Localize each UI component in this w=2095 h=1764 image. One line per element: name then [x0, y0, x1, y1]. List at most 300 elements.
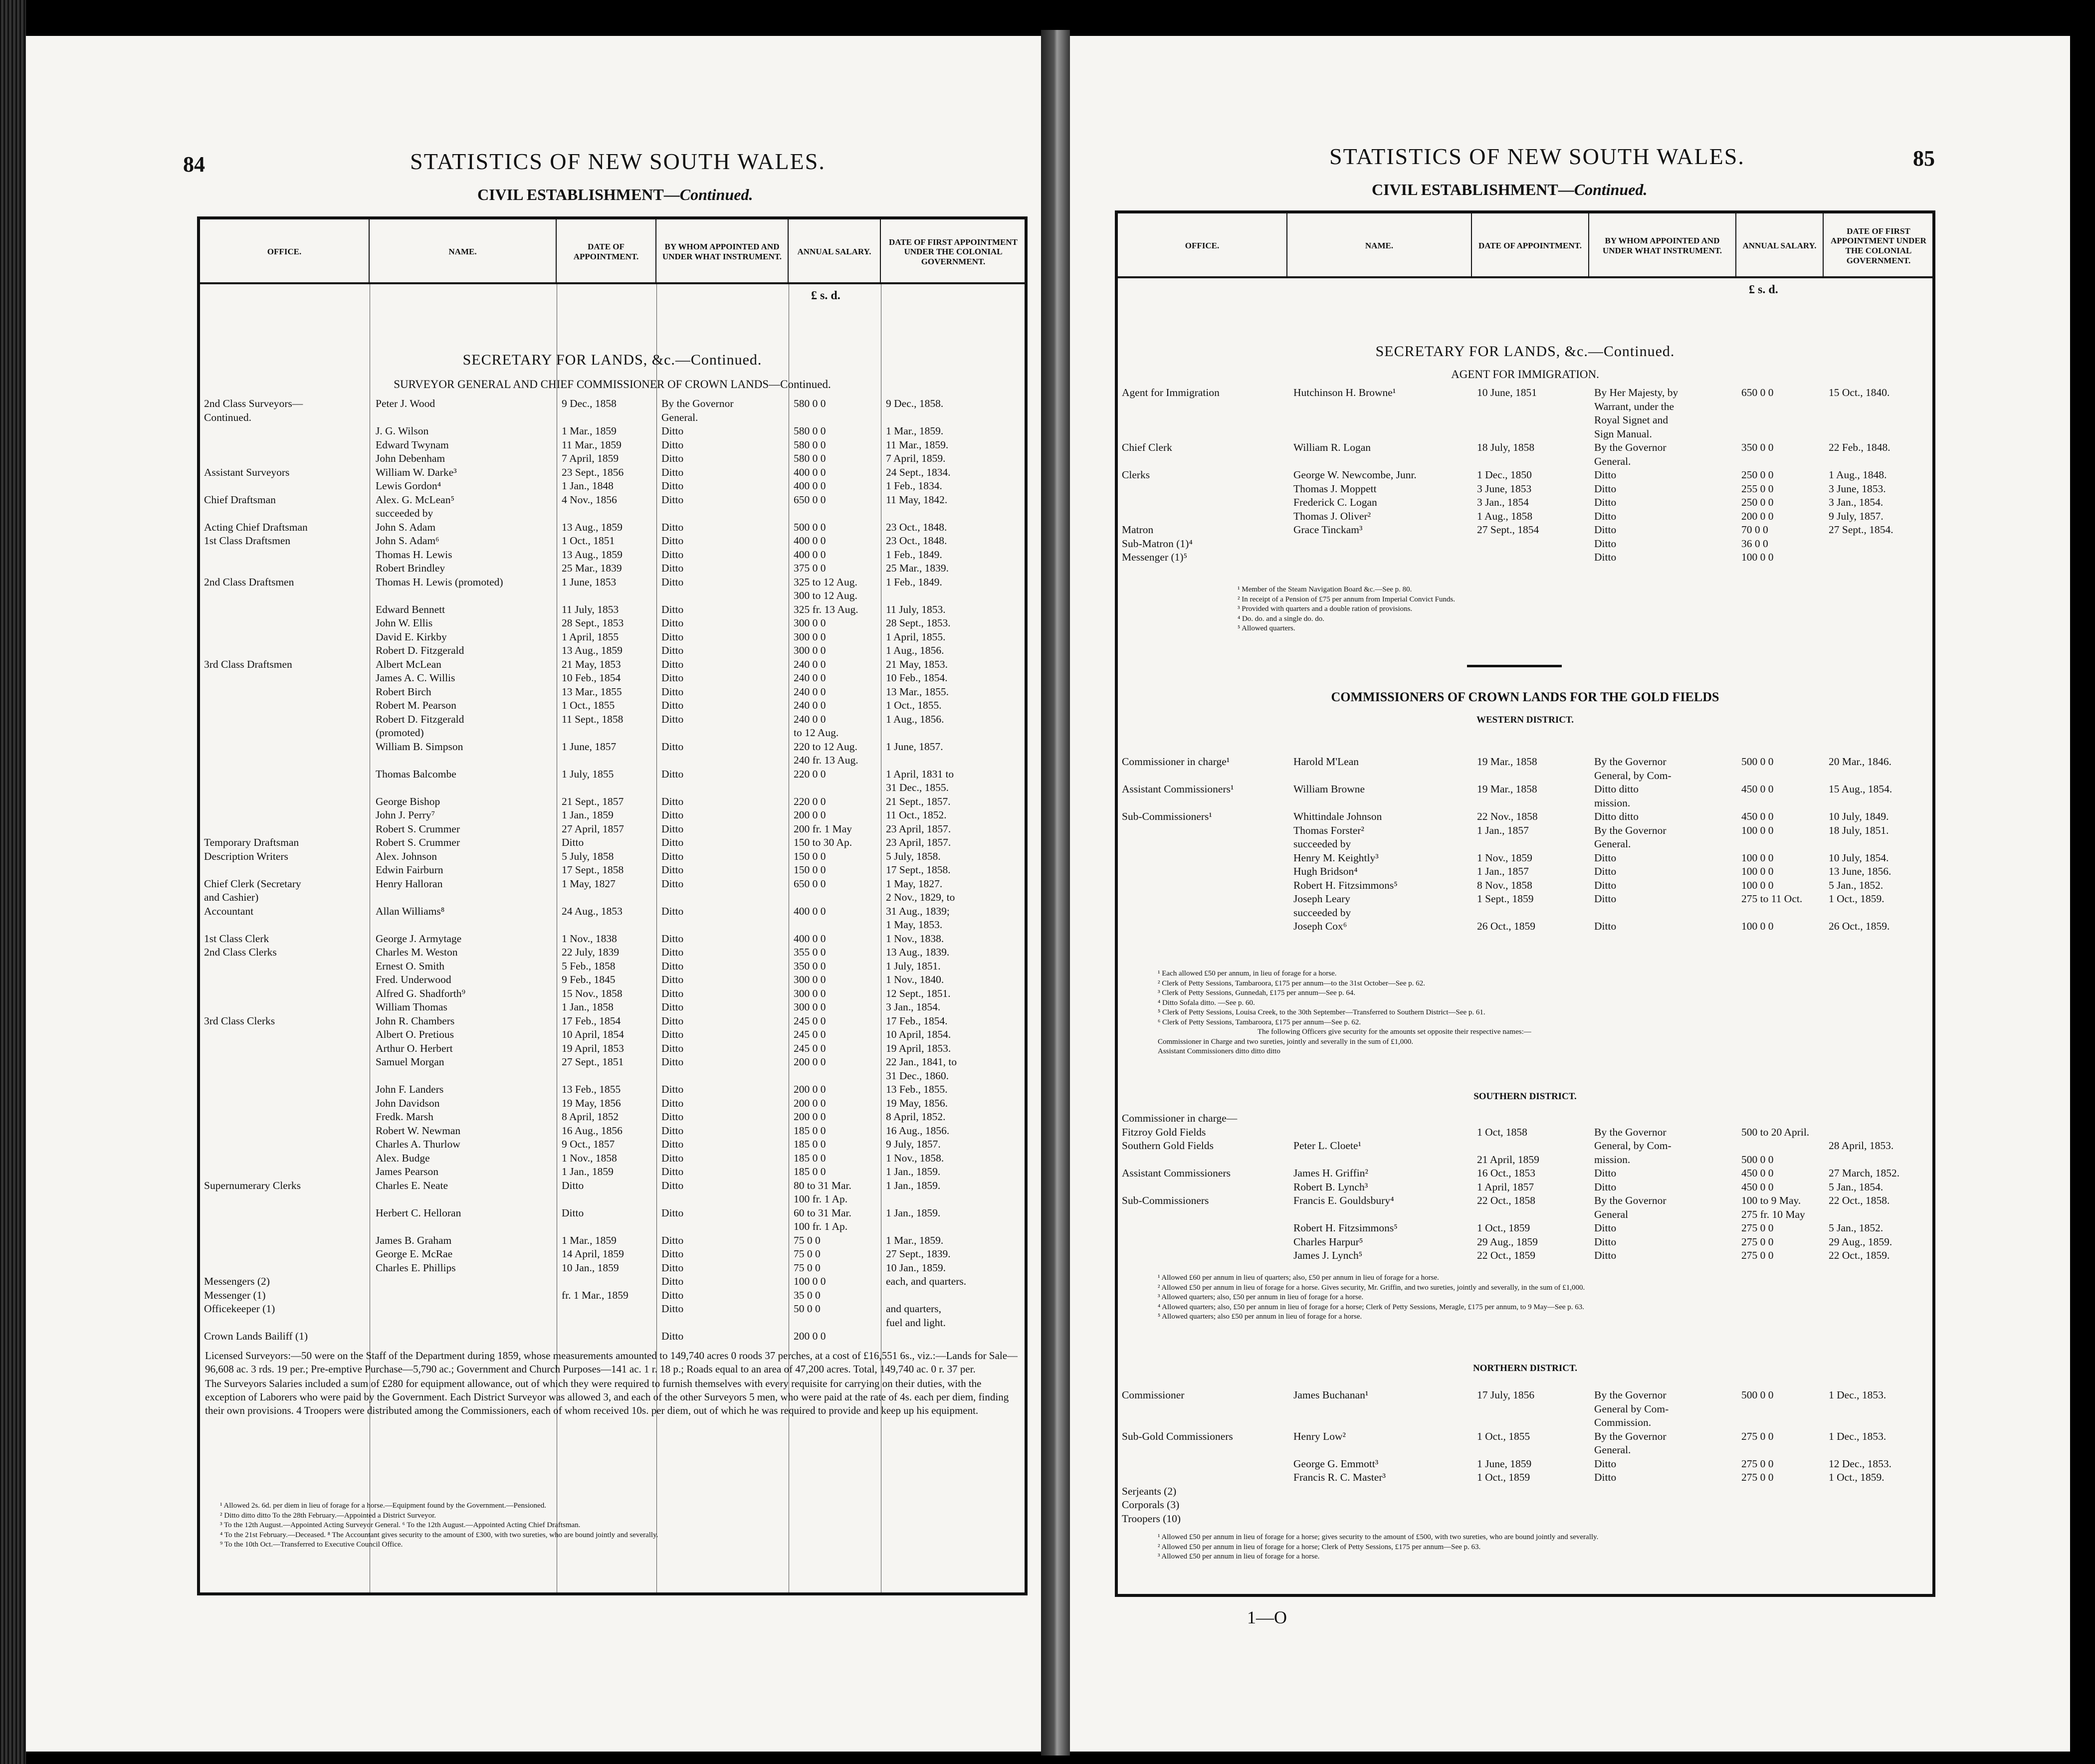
cell-first-appointment: 28 April, 1853.: [1829, 1140, 1894, 1152]
cell-date: 22 Nov., 1858: [1477, 810, 1538, 822]
table-row: [200, 1069, 1025, 1083]
cell-appointed-by: Ditto: [661, 576, 684, 588]
cell-salary: 36 0 0: [1741, 537, 1768, 550]
footnote: Licensed Surveyors:—50 were on the Staff of the Department during 1859, whose measurements amounted to 149,740 acres 0 roods 37 perches, at a cost of £16,551 6s., viz.:—Lands for Sale—96,608 ac. 3 rds. 19 per.; Pre-emptive Purchase—5,790 ac.; Government and Church Purposes—141 ac. 1 r. 18 p.; Roads equal to an area of 47,200 acres. Total, 149,740 ac. 0 r. 37 per.: [205, 1350, 1018, 1375]
cell-salary: 100 0 0: [1741, 865, 1774, 877]
cell-appointed-by: Ditto: [1594, 510, 1617, 522]
footnote: ¹ Member of the Steam Navigation Board &c.—See p. 80.: [1238, 586, 1412, 593]
cell-date: 1 June, 1853: [562, 576, 617, 588]
cell-first-appointment: 1 July, 1851.: [886, 960, 941, 972]
table-row: [200, 1288, 1025, 1302]
page-number: 85: [1913, 146, 1935, 171]
cell-appointed-by: Ditto: [661, 1001, 684, 1013]
cell-first-appointment: 8 April, 1852.: [886, 1111, 946, 1123]
cell-name: Allan Williams⁸: [376, 905, 445, 917]
table-row: [200, 1137, 1025, 1151]
cell-date: 13 Feb., 1855: [562, 1083, 621, 1095]
table-row: [1118, 1207, 1932, 1221]
table-row: [1118, 755, 1932, 769]
cell-appointed-by: General.: [1594, 838, 1631, 850]
col-office: OFFICE.: [1118, 213, 1287, 278]
footnote: The Surveyors Salaries included a sum of £280 for equipment allowance, out of which they were required to furnish themselves with every requisite for carrying on their duties, with the exception of Laborers who were paid by the Government. Each District Surveyor was allowed 3, and each of the other Surveyors 5 men, who were paid at the rate of 4s. each per diem, finding their own provisions. 4 Troopers were distributed among the Commissioners, each of whom received 10s. per diem, out of which he was required to provide and keep up his equipment.: [205, 1377, 1009, 1416]
footnote: ⁴ To the 21st February.—Deceased. ⁸ The Accountant gives security to the amount of £300, with two sureties, who are bound jointly and severally.: [220, 1531, 658, 1539]
cell-office: 2nd Class Clerks: [204, 946, 277, 958]
cell-first-appointment: 23 Oct., 1848.: [886, 535, 947, 547]
table-row: [1118, 1139, 1932, 1153]
cell-salary: 300 0 0: [794, 630, 826, 643]
cell-date: 1 Oct, 1858: [1477, 1126, 1527, 1138]
table-row: [200, 1192, 1025, 1206]
cell-date: 1 June, 1857: [562, 740, 617, 753]
cell-first-appointment: 12 Sept., 1851.: [886, 987, 951, 999]
cell-date: 13 Aug., 1859: [562, 644, 623, 656]
cell-first-appointment: 21 Sept., 1857.: [886, 795, 951, 807]
cell-appointed-by: Ditto: [661, 1056, 684, 1068]
footnote: ³ To the 12th August.—Appointed Acting Surveyor General. ⁶ To the 12th August.—Appointed Acting Chief Draftsman.: [220, 1521, 581, 1529]
table-row: [1118, 454, 1932, 468]
cell-date: 9 Oct., 1857: [562, 1138, 615, 1150]
table-row: [1118, 1193, 1932, 1207]
cell-name: James Buchanan¹: [1293, 1389, 1369, 1401]
cell-appointed-by: Ditto: [661, 617, 684, 629]
table-row: [200, 451, 1025, 465]
table-row: [200, 588, 1025, 602]
cell-first-appointment: 10 April, 1854.: [886, 1028, 951, 1040]
cell-appointed-by: Ditto: [661, 1028, 684, 1040]
cell-office: Commissioner in charge—: [1122, 1112, 1238, 1124]
col-appointed-by: BY WHOM APPOINTED AND UNDER WHAT INSTRUMENT.: [656, 219, 789, 284]
cell-salary: 580 0 0: [794, 438, 826, 451]
table-row: [1118, 1248, 1932, 1262]
table-row: [200, 753, 1025, 767]
cell-name: succeeded by: [376, 507, 433, 519]
cell-appointed-by: Ditto: [661, 960, 684, 972]
table-row: [1118, 769, 1932, 783]
cell-office: Serjeants (2): [1122, 1485, 1177, 1497]
cell-first-appointment: 9 Dec., 1858.: [886, 397, 944, 409]
cell-appointed-by: Ditto: [1594, 524, 1617, 536]
southern-notes: [1158, 1273, 1906, 1322]
table-row: [200, 863, 1025, 877]
cell-salary: 650 0 0: [794, 493, 826, 506]
cell-salary: 450 0 0: [1741, 1167, 1774, 1179]
table-row: [200, 890, 1025, 904]
cell-appointed-by: By the Governor: [1594, 1389, 1667, 1401]
table-row: [200, 1000, 1025, 1014]
cell-name: Edwin Fairburn: [376, 864, 443, 876]
cell-date: 24 Aug., 1853: [562, 905, 623, 917]
cell-first-appointment: 5 Jan., 1854.: [1829, 1180, 1884, 1193]
western-notes: [1158, 969, 1906, 1057]
cell-salary: 240 fr. 13 Aug.: [794, 754, 858, 766]
cell-first-appointment: 1 Feb., 1849.: [886, 548, 942, 561]
cell-office: Acting Chief Draftsman: [204, 521, 308, 533]
table-row: [1118, 386, 1932, 399]
cell-name: Arthur O. Herbert: [376, 1042, 453, 1054]
cell-appointed-by: Ditto: [661, 438, 684, 451]
col-office: OFFICE.: [200, 219, 370, 284]
cell-salary: 400 0 0: [794, 535, 826, 547]
table-row: [1118, 1402, 1932, 1416]
table-frame: [1115, 210, 1935, 1597]
cell-date: 14 April, 1859: [562, 1248, 624, 1260]
cell-date: 1 May, 1827: [562, 877, 616, 890]
footnote: ² Allowed £50 per annum in lieu of forage for a horse. Gives security, Mr. Griffin, and two sureties, jointly and severally, in the sum of £1,000.: [1158, 1283, 1585, 1292]
cell-name: succeeded by: [1293, 838, 1351, 850]
cell-salary: 240 0 0: [794, 672, 826, 684]
table-row: [1118, 427, 1932, 441]
cell-office: Officekeeper (1): [204, 1303, 275, 1315]
cell-name: (promoted): [376, 727, 424, 739]
cell-first-appointment: fuel and light.: [886, 1316, 946, 1329]
cell-appointed-by: Ditto: [1594, 1235, 1617, 1248]
footnote: Commissioner in Charge and two sureties, jointly and severally in the sum of £1,000.: [1158, 1037, 1414, 1046]
cell-date: 5 July, 1858: [562, 850, 614, 862]
table-row: [200, 1096, 1025, 1110]
cell-salary: 185 0 0: [794, 1166, 826, 1177]
cell-date: 19 Mar., 1858: [1477, 756, 1537, 768]
table-row: [200, 1247, 1025, 1261]
salary-units: £ s. d.: [1749, 283, 1778, 296]
cell-name: Hugh Bridson⁴: [1293, 865, 1358, 877]
cell-date: 1 Oct., 1855: [1477, 1430, 1530, 1442]
cell-office: Assistant Commissioners: [1122, 1167, 1231, 1179]
cell-first-appointment: 27 Sept., 1854.: [1829, 524, 1893, 536]
cell-first-appointment: 5 July, 1858.: [886, 850, 941, 862]
cell-appointed-by: Ditto: [661, 877, 684, 890]
cell-salary: 100 0 0: [1741, 551, 1774, 563]
cell-date: 27 April, 1857: [562, 822, 624, 835]
cell-name: Frederick C. Logan: [1293, 496, 1377, 508]
cell-salary: 500 0 0: [794, 521, 826, 533]
cell-appointed-by: mission.: [1594, 1153, 1631, 1166]
cell-first-appointment: 1 June, 1857.: [886, 740, 943, 753]
cell-salary: 350 0 0: [1741, 441, 1774, 453]
footnote: ¹ Each allowed £50 per annum, in lieu of forage for a horse.: [1158, 970, 1337, 978]
cell-salary: 100 fr. 1 Ap.: [794, 1220, 848, 1232]
book-spine: [1041, 30, 1070, 1756]
cell-first-appointment: 19 May, 1856.: [886, 1097, 948, 1109]
table-row: [200, 493, 1025, 507]
cell-first-appointment: 1 Oct., 1859.: [1829, 893, 1885, 905]
cell-appointed-by: By the Governor: [1594, 441, 1667, 453]
cell-name: John S. Adam: [376, 521, 436, 533]
cell-appointed-by: Ditto: [1594, 879, 1617, 891]
cell-appointed-by: Ditto: [661, 740, 684, 753]
cell-first-appointment: 11 Oct., 1852.: [886, 809, 947, 821]
cell-name: Harold M'Lean: [1293, 756, 1359, 768]
cell-date: 21 April, 1859: [1477, 1153, 1539, 1166]
cell-appointed-by: General.: [1594, 1444, 1631, 1456]
cell-first-appointment: 1 Mar., 1859.: [886, 425, 944, 437]
cell-salary: 240 0 0: [794, 699, 826, 711]
cell-appointed-by: Ditto: [661, 1248, 684, 1260]
table-row: [1118, 906, 1932, 920]
cell-first-appointment: 24 Sept., 1834.: [886, 466, 951, 478]
cell-date: 17 July, 1856: [1477, 1389, 1535, 1401]
cell-first-appointment: 21 May, 1853.: [886, 658, 948, 670]
cell-first-appointment: 1 Feb., 1834.: [886, 480, 942, 492]
cell-name: Robert B. Lynch³: [1293, 1180, 1368, 1193]
cell-salary: 100 0 0: [1741, 920, 1774, 932]
table-row: [1118, 495, 1932, 509]
cell-first-appointment: 25 Mar., 1839.: [886, 562, 949, 574]
cell-date: 10 Jan., 1859: [562, 1261, 619, 1274]
cell-name: John J. Perry⁷: [376, 809, 435, 821]
cell-date: 1 Mar., 1859: [562, 425, 617, 437]
cell-first-appointment: 27 Sept., 1839.: [886, 1248, 951, 1260]
cell-name: Albert McLean: [376, 658, 441, 670]
cell-first-appointment: 10 July, 1854.: [1829, 851, 1889, 864]
cell-date: 16 Aug., 1856: [562, 1124, 623, 1137]
cell-first-appointment: 1 Nov., 1858.: [886, 1152, 944, 1164]
cell-appointed-by: Ditto: [1594, 1167, 1617, 1179]
cell-date: 17 Sept., 1858: [562, 864, 624, 876]
cell-office: Continued.: [204, 411, 251, 423]
cell-first-appointment: 1 Jan., 1859.: [886, 1179, 941, 1191]
table-frame: [197, 216, 1028, 1595]
cell-name: Fred. Underwood: [376, 974, 451, 985]
cell-date: 19 April, 1853: [562, 1042, 624, 1054]
cell-name: James J. Lynch⁵: [1293, 1249, 1363, 1261]
cell-appointed-by: Ditto: [661, 1330, 684, 1342]
table-row: [200, 945, 1025, 959]
table-row: [1118, 1125, 1932, 1139]
page-number: 84: [183, 152, 205, 177]
cell-appointed-by: By the Governor: [661, 397, 734, 409]
cell-first-appointment: 11 July, 1853.: [886, 603, 946, 615]
cell-name: Joseph Cox⁶: [1293, 920, 1347, 932]
cell-salary: 185 0 0: [794, 1152, 826, 1164]
footnote: The following Officers give security for the amounts set opposite their respective names:—: [1257, 1028, 1531, 1036]
table-row: [200, 1206, 1025, 1220]
cell-name: Francis R. C. Master³: [1293, 1471, 1386, 1483]
cell-name: succeeded by: [1293, 906, 1351, 919]
cell-name: Peter L. Cloete¹: [1293, 1140, 1362, 1152]
cell-salary: 245 0 0: [794, 1028, 826, 1040]
cell-appointed-by: Ditto: [661, 1275, 684, 1287]
cell-salary: 400 0 0: [794, 905, 826, 917]
cell-name: Thomas J. Moppett: [1293, 482, 1377, 495]
cell-appointed-by: Ditto: [661, 644, 684, 656]
cell-name: Robert D. Fitzgerald: [376, 713, 464, 725]
cell-first-appointment: 22 Oct., 1858.: [1829, 1194, 1890, 1206]
cell-date: 29 Aug., 1859: [1477, 1235, 1538, 1248]
cell-appointed-by: Ditto: [1594, 893, 1617, 905]
cell-first-appointment: 19 April, 1853.: [886, 1042, 951, 1054]
cell-salary: 50 0 0: [794, 1303, 821, 1315]
section-subtitle-2: SURVEYOR GENERAL AND CHIEF COMMISSIONER OF CROWN LANDS—Continued.: [394, 378, 831, 391]
cell-office: Matron: [1122, 524, 1154, 536]
table-row: [200, 1124, 1025, 1138]
cell-appointed-by: General by Com-: [1594, 1402, 1669, 1415]
cell-date: 27 Sept., 1854: [1477, 524, 1539, 536]
cell-salary: 150 0 0: [794, 850, 826, 862]
cell-appointed-by: Ditto: [661, 822, 684, 835]
cell-date: 7 April, 1859: [562, 452, 619, 464]
cell-date: 3 June, 1853: [1477, 482, 1532, 495]
cell-appointed-by: Ditto: [661, 1138, 684, 1150]
cell-appointed-by: mission.: [1594, 796, 1631, 809]
cell-name: George Bishop: [376, 795, 440, 807]
table-row: [1118, 482, 1932, 496]
cell-date: 10 Feb., 1854: [562, 672, 621, 684]
cell-name: Alex. Johnson: [376, 850, 437, 862]
cell-salary: 35 0 0: [794, 1289, 821, 1301]
cell-salary: 240 0 0: [794, 685, 826, 698]
cell-date: 1 Jan., 1857: [1477, 865, 1529, 877]
cell-first-appointment: 16 Aug., 1856.: [886, 1124, 950, 1137]
cell-name: Herbert C. Helloran: [376, 1206, 461, 1219]
table-row: [1118, 399, 1932, 413]
cell-salary: 200 0 0: [1741, 510, 1774, 522]
cell-date: 16 Oct., 1853: [1477, 1167, 1536, 1179]
cell-salary: 300 0 0: [794, 644, 826, 656]
cell-name: John R. Chambers: [376, 1014, 455, 1027]
cell-name: Robert S. Crummer: [376, 822, 460, 835]
cell-salary: 70 0 0: [1741, 524, 1768, 536]
cell-appointed-by: Ditto: [661, 1042, 684, 1054]
table-row: [1118, 1221, 1932, 1235]
cell-appointed-by: Ditto: [661, 946, 684, 958]
table-row: [1118, 1512, 1932, 1526]
cell-salary: 240 0 0: [794, 713, 826, 725]
book-edge: [0, 0, 26, 1764]
cell-appointed-by: Ditto: [1594, 482, 1617, 495]
cell-appointed-by: Ditto: [661, 974, 684, 985]
cell-appointed-by: Ditto: [1594, 1471, 1617, 1483]
cell-appointed-by: Ditto: [661, 1111, 684, 1123]
cell-first-appointment: 17 Feb., 1854.: [886, 1014, 948, 1027]
cell-salary: 400 0 0: [794, 480, 826, 492]
table-row: [200, 396, 1025, 410]
cell-appointed-by: Ditto: [661, 1179, 684, 1191]
cell-date: 1 Oct., 1859: [1477, 1471, 1530, 1483]
cell-office: Sub-Gold Commissioners: [1122, 1430, 1233, 1442]
cell-salary: 75 0 0: [794, 1234, 821, 1246]
table-row: [200, 520, 1025, 534]
cell-date: 1 Nov., 1858: [562, 1152, 617, 1164]
footnote: ² Allowed £50 per annum in lieu of forage for a horse; Clerk of Petty Sessions, £175 per annum—See p. 63.: [1158, 1543, 1481, 1551]
cell-salary: 200 0 0: [794, 809, 826, 821]
cell-appointed-by: Ditto: [661, 795, 684, 807]
cell-appointed-by: Ditto: [661, 1152, 684, 1164]
cell-first-appointment: and quarters,: [886, 1303, 942, 1315]
cell-appointed-by: By the Governor: [1594, 1430, 1667, 1442]
table-row: [1118, 1415, 1932, 1429]
cell-date: 1 April, 1857: [1477, 1180, 1534, 1193]
cell-name: William W. Darke³: [376, 466, 457, 478]
table-row: [1118, 796, 1932, 810]
table-row: [200, 630, 1025, 644]
cell-name: J. G. Wilson: [376, 425, 429, 437]
cell-salary: 580 0 0: [794, 397, 826, 409]
table-row: [200, 932, 1025, 946]
cell-office: Messengers (2): [204, 1275, 270, 1287]
cell-salary: 275 0 0: [1741, 1457, 1774, 1470]
table-row: [200, 548, 1025, 562]
cell-date: 1 April, 1855: [562, 630, 619, 643]
cell-name: James H. Griffin²: [1293, 1167, 1368, 1179]
cell-first-appointment: each, and quarters.: [886, 1275, 967, 1287]
cell-date: 8 Nov., 1858: [1477, 879, 1532, 891]
cell-office: Messenger (1)⁵: [1122, 551, 1188, 563]
cell-name: Thomas J. Oliver²: [1293, 510, 1371, 522]
cell-appointed-by: Ditto: [661, 493, 684, 506]
cell-first-appointment: 1 Aug., 1848.: [1829, 469, 1887, 481]
cell-first-appointment: 1 Nov., 1838.: [886, 932, 944, 945]
cell-date: 22 Oct., 1859: [1477, 1249, 1536, 1261]
cell-salary: 300 0 0: [794, 1001, 826, 1013]
footnote: ³ Clerk of Petty Sessions, Gunnedah, £175 per annum—See p. 64.: [1158, 989, 1356, 997]
cell-first-appointment: 10 July, 1849.: [1829, 810, 1889, 822]
cell-first-appointment: 1 Jan., 1859.: [886, 1206, 941, 1219]
cell-appointed-by: Ditto: [661, 1206, 684, 1219]
cell-office: 3rd Class Clerks: [204, 1014, 275, 1027]
cell-appointed-by: Ditto: [1594, 551, 1617, 563]
cell-first-appointment: 17 Sept., 1858.: [886, 864, 951, 876]
cell-name: Charles A. Thurlow: [376, 1138, 460, 1150]
cell-date: 19 Mar., 1858: [1477, 783, 1537, 795]
cell-salary: 500 to 20 April.: [1741, 1126, 1810, 1138]
table-row: [1118, 413, 1932, 427]
column-headers: [200, 219, 1025, 284]
cell-first-appointment: 23 Oct., 1848.: [886, 521, 947, 533]
cell-appointed-by: Ditto: [661, 932, 684, 945]
cell-first-appointment: 23 April, 1857.: [886, 836, 951, 848]
cell-appointed-by: Ditto: [661, 1124, 684, 1137]
cell-name: George W. Newcombe, Junr.: [1293, 469, 1417, 481]
running-title: STATISTICS OF NEW SOUTH WALES.: [410, 149, 826, 174]
cell-appointed-by: By the Governor: [1594, 824, 1667, 836]
page-left: [26, 36, 1041, 1752]
cell-first-appointment: 22 Oct., 1859.: [1829, 1249, 1890, 1261]
col-appointed-by: BY WHOM APPOINTED AND UNDER WHAT INSTRUMENT.: [1589, 213, 1736, 278]
cell-first-appointment: 31 Aug., 1839;: [886, 905, 950, 917]
cell-date: 1 Oct., 1855: [562, 699, 615, 711]
cell-appointed-by: Ditto: [661, 1289, 684, 1301]
cell-date: 15 Nov., 1858: [562, 987, 623, 999]
footnotes-main: [205, 1349, 1018, 1418]
cell-first-appointment: 28 Sept., 1853.: [886, 617, 951, 629]
table-row: [200, 808, 1025, 822]
cell-name: Robert H. Fitzsimmons⁵: [1293, 1222, 1398, 1234]
cell-salary: 150 0 0: [794, 864, 826, 876]
cell-appointed-by: By the Governor: [1594, 756, 1667, 768]
cell-date: 23 Sept., 1856: [562, 466, 624, 478]
cell-date: 9 Dec., 1858: [562, 397, 617, 409]
cell-office: Assistant Surveyors: [204, 466, 290, 478]
cell-office: Fitzroy Gold Fields: [1122, 1126, 1206, 1138]
table-row: [1118, 1443, 1932, 1457]
cell-office: Temporary Draftsman: [204, 836, 299, 848]
table-row: [200, 561, 1025, 575]
table-row: [1118, 550, 1932, 564]
cell-name: George G. Emmott³: [1293, 1457, 1379, 1470]
cell-salary: 150 to 30 Ap.: [794, 836, 852, 848]
table-row: [200, 1041, 1025, 1055]
cell-name: William Thomas: [376, 1001, 447, 1013]
cell-appointed-by: Ditto: [661, 836, 684, 848]
cell-first-appointment: 13 June, 1856.: [1829, 865, 1891, 877]
cell-first-appointment: 29 Aug., 1859.: [1829, 1235, 1892, 1248]
cell-salary: 450 0 0: [1741, 1180, 1774, 1193]
cell-first-appointment: 18 July, 1851.: [1829, 824, 1889, 836]
table-row: [200, 616, 1025, 630]
cell-first-appointment: 7 April, 1859.: [886, 452, 946, 464]
table-row: [1118, 1388, 1932, 1402]
cell-office: Chief Clerk: [1122, 441, 1172, 453]
